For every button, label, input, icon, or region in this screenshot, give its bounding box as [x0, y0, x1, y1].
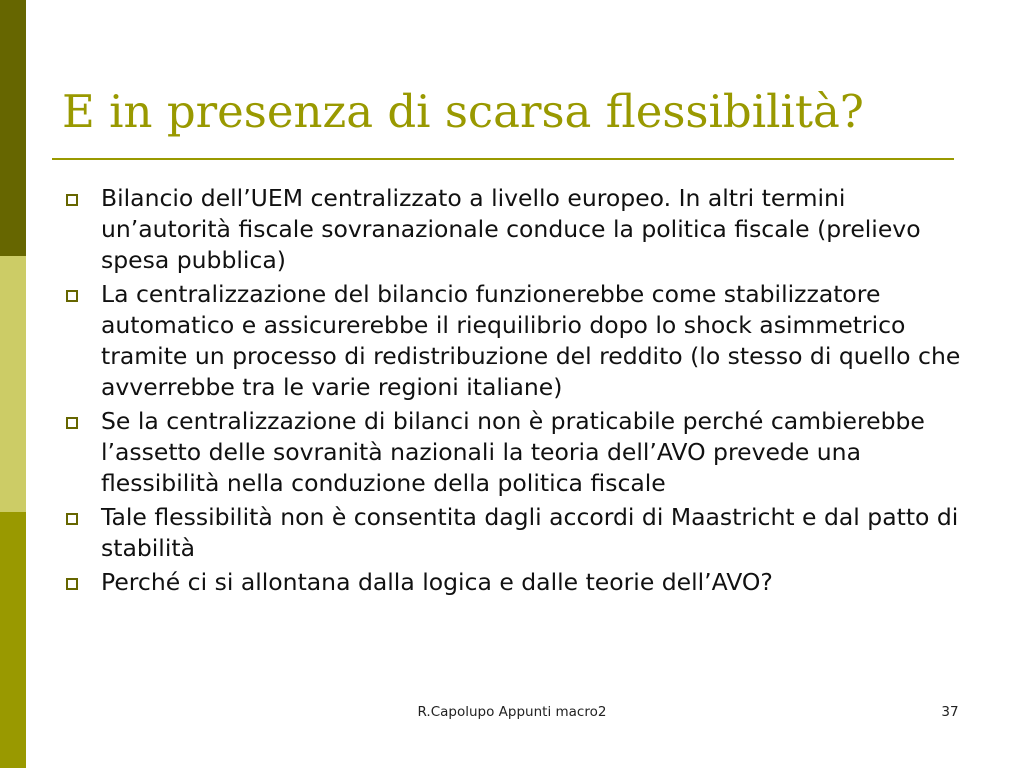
side-bar-dark: [0, 0, 26, 256]
bullet-item: [66, 406, 976, 499]
square-bullet-icon: [66, 513, 78, 525]
bullet-text: Perché ci si allontana dalla logica e dalle teorie dell’AVO?: [101, 568, 773, 596]
bullet-item: [66, 183, 976, 276]
footer-author: R.Capolupo Appunti macro2: [417, 704, 607, 720]
bullet-item: [66, 502, 976, 564]
side-bar-mid: [0, 512, 26, 768]
square-bullet-icon: [66, 194, 78, 206]
square-bullet-icon: [66, 578, 78, 590]
slide-title: E in presenza di scarsa flessibilità?: [62, 85, 864, 138]
bullet-text: La centralizzazione del bilancio funzionerebbe come stabilizzatore automatico e assicurerebbe il riequilibrio dopo lo shock asimmetrico tramite un processo di redistribuzione del reddito (lo stesso di quello che avverrebbe tra le varie regioni italiane): [101, 280, 961, 401]
page-number: 37: [941, 704, 959, 720]
bullet-item: [66, 279, 976, 403]
bullet-text: Se la centralizzazione di bilanci non è praticabile perché cambierebbe l’assetto delle sovranità nazionali la teoria dell’AVO prevede una flessibilità nella conduzione della politica fiscale: [101, 407, 925, 497]
square-bullet-icon: [66, 417, 78, 429]
bullet-list: [66, 183, 976, 601]
bullet-text: Tale flessibilità non è consentita dagli accordi di Maastricht e dal patto di stabilità: [101, 503, 959, 562]
bullet-item: [66, 567, 976, 598]
square-bullet-icon: [66, 290, 78, 302]
bullet-text: Bilancio dell’UEM centralizzato a livello europeo. In altri termini un’autorità fiscale sovranazionale conduce la politica fiscale (prelievo spesa pubblica): [101, 184, 921, 274]
title-divider: [52, 158, 954, 160]
side-bar-light: [0, 256, 26, 512]
